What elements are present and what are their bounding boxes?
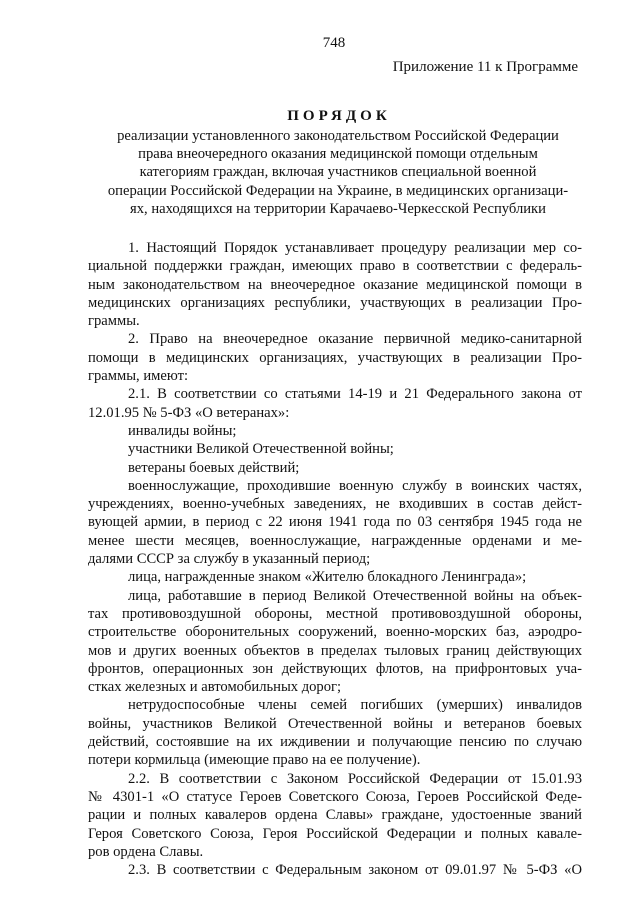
body-line: лица, награжденные знаком «Жителю блокадного Ленинграда»; [128, 569, 527, 586]
body-line: лица, работавшие в период Великой Отечественной войны на объек- [128, 587, 582, 604]
body-line: ров ордена Славы. [88, 843, 204, 860]
body-line: фронтов, операционных зон действующих флотов, на прифронтовых уча- [88, 660, 582, 677]
subtitle-line: ях, находящихся на территории Карачаево-Черкесской Республики [130, 200, 546, 217]
body-line: военнослужащие, проходившие военную службу в воинских частях, [128, 477, 582, 494]
body-line: помощи в медицинских организациях, участвующих в реализации Про- [88, 349, 582, 366]
body-line: строительстве оборонительных сооружений, военно-морских баз, аэродро- [88, 624, 582, 641]
body-line: стках железных и автомобильных дорог; [88, 679, 342, 696]
body-line: мов и других военных объектов в пределах тыловых границ действующих [88, 642, 582, 659]
body-line: циальной поддержки граждан, имеющих право в соответствии с федераль- [88, 258, 582, 275]
body-line: граммы. [88, 313, 140, 330]
body-line: 2. Право на внеочередное оказание первичной медико-санитарной [128, 331, 582, 348]
document-subtitle [84, 127, 592, 218]
document-title: ПОРЯДОК [287, 108, 391, 124]
body-line: учреждениях, военно-учебных заведениях, не входивших в состав дейст- [88, 496, 582, 513]
subtitle-line: операции Российской Федерации на Украине, в медицинских организаци- [107, 182, 569, 199]
body-line: вующей армии, в период с 22 июня 1941 года по 03 сентября 1945 года не [88, 514, 582, 531]
body-line: рации и полных кавалеров ордена Славы» граждане, удостоенные званий [88, 807, 582, 824]
subtitle-line: права внеочередного оказания медицинской помощи отдельным [138, 146, 538, 163]
body-line: нетрудоспособные члены семей погибших (умерших) инвалидов [128, 697, 582, 714]
body-line: действий, состоявшие на их иждивении и получающие пенсию по случаю [88, 734, 582, 751]
body-line: 12.01.95 № 5-ФЗ «О ветеранах»: [88, 404, 290, 421]
body-line: ным законодательством на внеочередное оказание медицинской помощи в [88, 276, 582, 293]
body-line: 2.1. В соответствии со статьями 14-19 и 21 Федерального закона от [128, 386, 582, 403]
document-body [88, 239, 582, 879]
body-line: тах противовоздушной обороны, местной противовоздушной обороны, [88, 605, 582, 622]
body-line: № 4301-1 «О статусе Героев Советского Союза, Героев Российской Феде- [88, 788, 582, 805]
body-line: потери кормильца (имеющие право на ее получение). [88, 752, 421, 769]
body-line: менее шести месяцев, военнослужащие, награжденные орденами и ме- [88, 532, 582, 549]
body-line: далями СССР за службу в указанный период; [88, 551, 371, 568]
body-line: 2.2. В соответствии с Законом Российской Федерации от 15.01.93 [128, 770, 582, 787]
body-line: войны, участников Великой Отечественной войны и ветеранов боевых [88, 715, 582, 732]
body-line: граммы, имеют: [88, 368, 188, 385]
body-line: 2.3. В соответствии с Федеральным законом от 09.01.97 № 5-ФЗ «О [128, 862, 582, 879]
subtitle-line: категориям граждан, включая участников специальной военной [139, 164, 537, 181]
appendix-label: Приложение 11 к Программе [392, 59, 578, 75]
page-number: 748 [322, 35, 346, 51]
body-line: участники Великой Отечественной войны; [128, 441, 394, 458]
body-line: инвалиды войны; [128, 422, 237, 439]
body-line: Героя Советского Союза, Героя Российской Федерации и полных кавале- [88, 825, 582, 842]
body-line: 1. Настоящий Порядок устанавливает процедуру реализации мер со- [128, 240, 582, 256]
body-line: медицинских организациях республики, участвующих в реализации Про- [88, 294, 582, 311]
body-line: ветераны боевых действий; [128, 459, 300, 476]
subtitle-line: реализации установленного законодательством Российской Федерации [117, 128, 559, 144]
